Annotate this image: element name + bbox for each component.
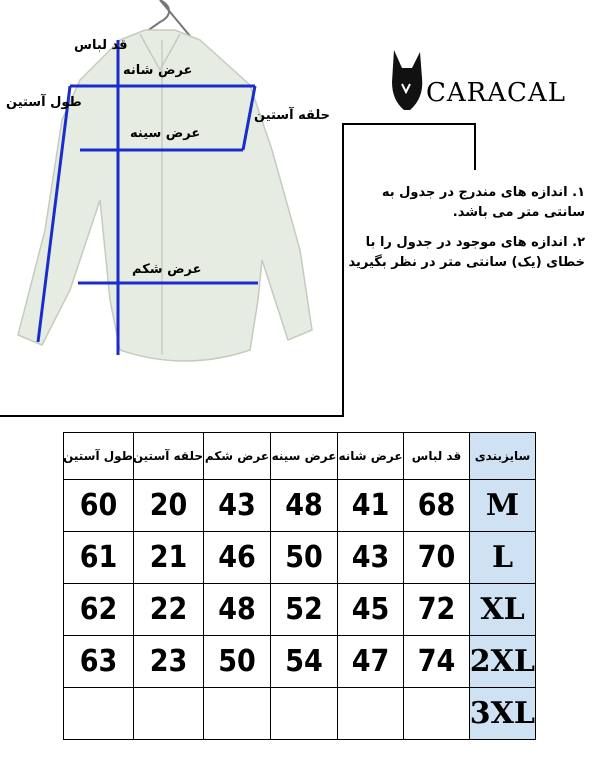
- caracal-icon: [388, 48, 426, 112]
- size-cell: 2XL: [470, 636, 536, 688]
- table-cell: 74: [404, 636, 470, 688]
- label-sleeve-opening: حلقه آستین: [254, 108, 330, 123]
- notes: [345, 183, 585, 283]
- frame-right-line: [342, 123, 344, 417]
- table-cell: [271, 688, 338, 740]
- table-row: [64, 480, 536, 532]
- header-shoulder: عرض شانه: [338, 433, 404, 480]
- table-cell: [404, 688, 470, 740]
- table-cell: 62: [64, 584, 134, 636]
- table-cell: 50: [271, 532, 338, 584]
- header-chest: عرض سینه: [271, 433, 338, 480]
- shirt-diagram: [0, 0, 345, 418]
- size-cell: L: [470, 532, 536, 584]
- table-cell: 61: [64, 532, 134, 584]
- note-2: ۲. اندازه های موجود در جدول را با خطای (یک) سانتی متر در نظر بگیرید: [348, 235, 585, 270]
- table-cell: 41: [338, 480, 404, 532]
- table-cell: 68: [404, 480, 470, 532]
- table-cell: 60: [64, 480, 134, 532]
- brand-logo: [388, 48, 566, 112]
- label-sleeve-length: طول آستین: [6, 95, 82, 110]
- header-waist: عرض شکم: [204, 433, 271, 480]
- table-row: [64, 688, 536, 740]
- frame-top-line: [342, 123, 476, 125]
- table-cell: 47: [338, 636, 404, 688]
- table-cell: 72: [404, 584, 470, 636]
- header-size: سایزبندی: [470, 433, 536, 480]
- label-chest: عرض سینه: [130, 126, 201, 141]
- table-cell: 45: [338, 584, 404, 636]
- size-cell: M: [470, 480, 536, 532]
- table-cell: 54: [271, 636, 338, 688]
- header-length: قد لباس: [404, 433, 470, 480]
- brand-name: CARACAL: [426, 78, 566, 108]
- size-cell: XL: [470, 584, 536, 636]
- note-1: ۱. اندازه های مندرج در جدول به سانتی متر می باشد.: [381, 185, 585, 220]
- table-cell: 48: [204, 584, 271, 636]
- table-cell: 70: [404, 532, 470, 584]
- label-shoulder: عرض شانه: [123, 63, 193, 78]
- table-cell: 23: [134, 636, 204, 688]
- table-cell: 46: [204, 532, 271, 584]
- table-cell: 63: [64, 636, 134, 688]
- table-cell: 43: [338, 532, 404, 584]
- table-cell: [134, 688, 204, 740]
- table-cell: 21: [134, 532, 204, 584]
- table-row: [64, 532, 536, 584]
- table-cell: [64, 688, 134, 740]
- table-cell: 48: [271, 480, 338, 532]
- table-cell: 52: [271, 584, 338, 636]
- table-cell: 22: [134, 584, 204, 636]
- table-header-row: [64, 433, 536, 480]
- table-cell: 50: [204, 636, 271, 688]
- size-table: [63, 432, 536, 740]
- table-row: [64, 636, 536, 688]
- frame-bottom-line: [0, 415, 344, 417]
- label-waist: عرض شکم: [132, 262, 202, 277]
- header-sleeve-opening: حلقه آستین: [134, 433, 204, 480]
- size-cell: 3XL: [470, 688, 536, 740]
- header-sleeve-length: طول آستین: [64, 433, 134, 480]
- table-cell: [338, 688, 404, 740]
- table-cell: [204, 688, 271, 740]
- table-cell: 43: [204, 480, 271, 532]
- frame-connector-line: [474, 123, 476, 170]
- table-cell: 20: [134, 480, 204, 532]
- label-length: قد لباس: [74, 38, 128, 53]
- table-row: [64, 584, 536, 636]
